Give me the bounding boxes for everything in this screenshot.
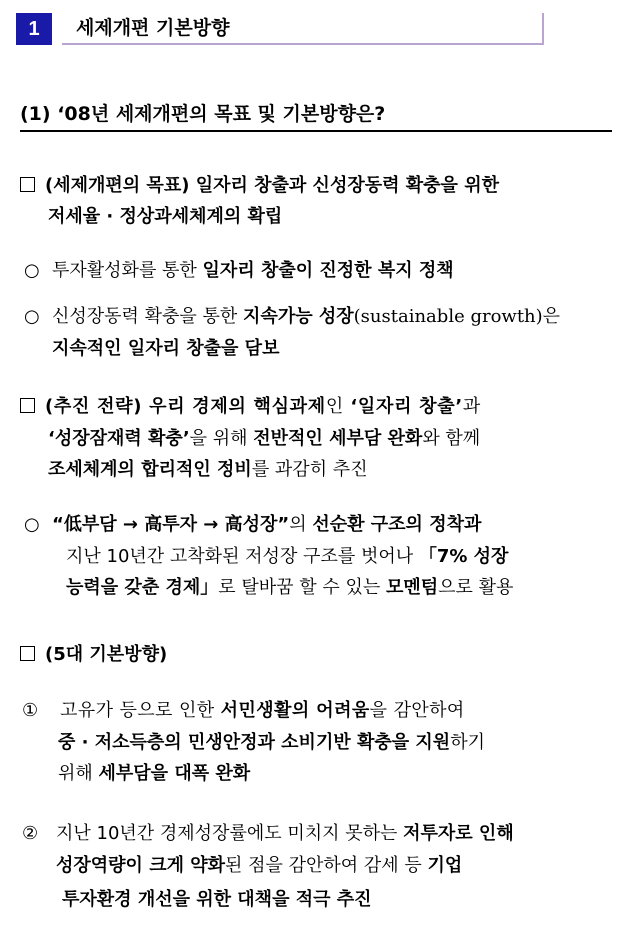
goal-line-1: (세제개편의 목표) 일자리 창출과 신성장동력 확충을 위한 [20,167,499,204]
direction-1-line-1: ① 고유가 등으로 인한 서민생활의 어려움을 감안하여 [22,692,465,729]
circled-two-marker: ② [22,823,39,844]
strategy-line-1: (추진 전략) 우리 경제의 핵심과제인 ‘일자리 창출’과 [20,388,481,425]
goal-line-2: 저세율 · 정상과세체계의 확립 [48,206,283,227]
section-title: (1) ‘08년 세제개편의 목표 및 기본방향은? [20,100,612,132]
strategy-line-2: ‘성장잠재력 확충’을 위해 전반적인 세부담 완화와 함께 [48,428,481,449]
direction-1-line-3: 위해 세부담을 대폭 완화 [58,763,251,784]
strategy-sub-line-1: ○ “低부담 → 高투자 → 高성장”의 선순환 구조의 정착과 [24,506,481,543]
circle-bullet-icon: ○ [24,306,40,327]
chapter-title: 세제개편 기본방향 [62,13,544,45]
goal-sub-item-2-line-1: ○ 신성장동력 확충을 통한 지속가능 성장(sustainable growth)은 [24,298,560,335]
strategy-line-3: 조세체계의 합리적인 정비를 과감히 추진 [48,459,368,480]
circled-one-marker: ① [22,700,39,721]
square-bullet-icon [20,398,35,413]
circle-bullet-icon: ○ [24,514,40,535]
square-bullet-icon [20,177,35,192]
direction-2-line-1: ② 지난 10년간 경제성장률에도 미치지 못하는 저투자로 인해 [22,815,514,852]
strategy-sub-line-2: 지난 10년간 고착화된 저성장 구조를 벗어나 「7% 성장 [66,546,509,567]
circle-bullet-icon: ○ [24,260,40,281]
section-number-badge: 1 [16,13,52,45]
directions-title: (5대 기본방향) [20,636,167,673]
direction-2-line-2: 성장역량이 크게 약화된 점을 감안하여 감세 등 기업 [56,855,463,876]
square-bullet-icon [20,646,35,661]
goal-sub-item-2-line-2: 지속적인 일자리 창출을 담보 [52,338,280,359]
strategy-sub-line-3: 능력을 갖춘 경제」로 탈바꿈 할 수 있는 모멘텀으로 활용 [66,577,514,598]
goal-sub-item-1: ○ 투자활성화를 통한 일자리 창출이 진정한 복지 정책 [24,252,454,289]
direction-1-line-2: 중 · 저소득층의 민생안정과 소비기반 확충을 지원하기 [58,732,485,753]
direction-2-line-3: 투자환경 개선을 위한 대책을 적극 추진 [62,889,372,910]
